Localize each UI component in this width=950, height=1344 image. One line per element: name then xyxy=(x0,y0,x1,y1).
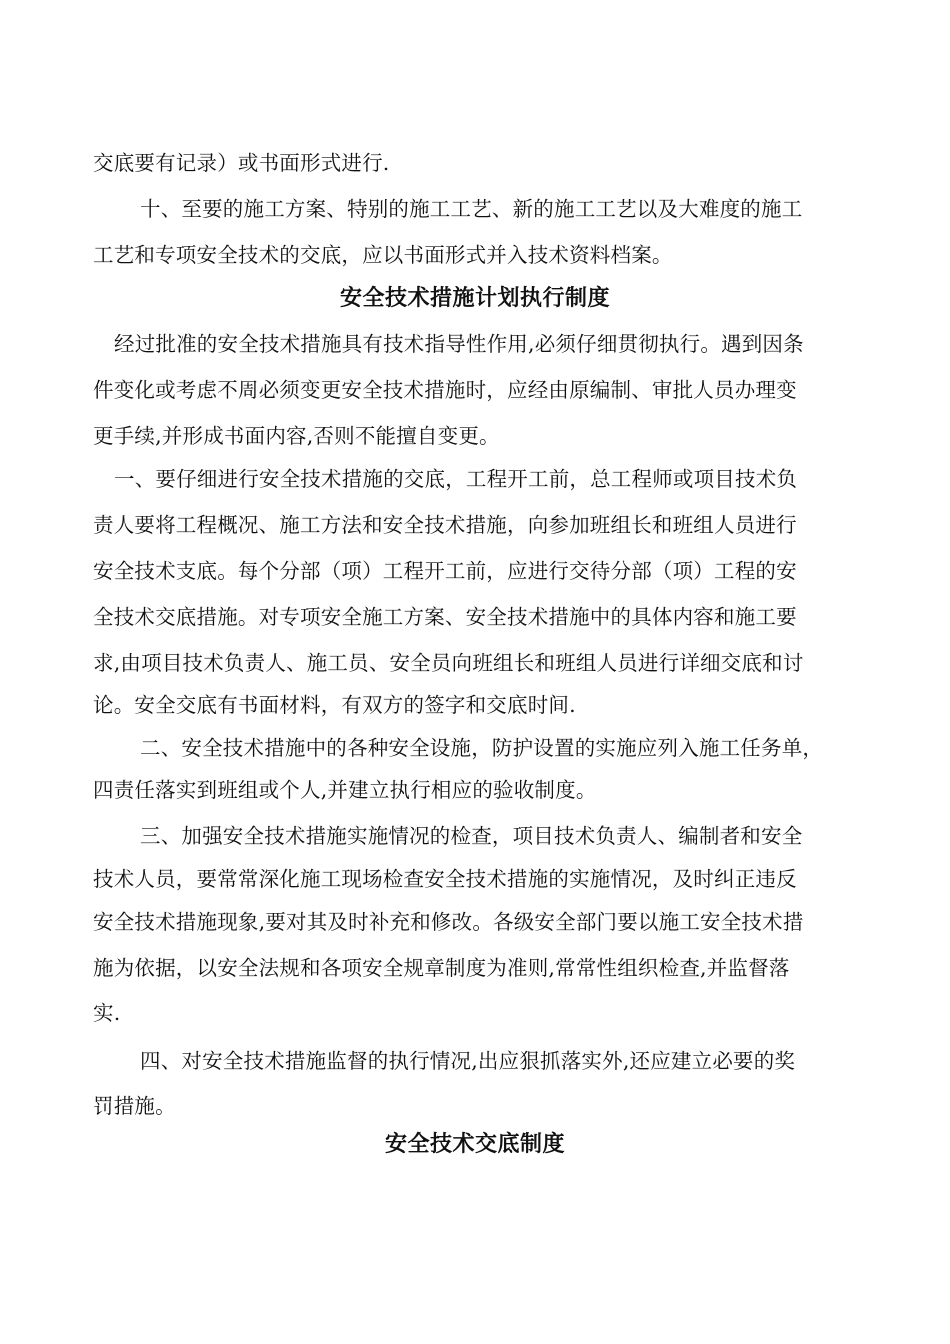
paragraph-line: 实. xyxy=(93,1001,121,1025)
paragraph-line: 经过批准的安全技术措施具有技术指导性作用,必须仔细贯彻执行。遇到因条 xyxy=(114,332,804,356)
paragraph-line: 论。安全交底有书面材料，有双方的签字和交底时间. xyxy=(93,693,576,717)
paragraph-line: 十、至要的施工方案、特别的施工工艺、新的施工工艺以及大难度的施工 xyxy=(140,197,803,221)
paragraph-line: 件变化或考虑不周必须变更安全技术措施时，应经由原编制、审批人员办理变 xyxy=(93,378,797,402)
paragraph-line: 施为依据，以安全法规和各项安全规章制度为准则,常常性组织检查,并监督落 xyxy=(93,956,790,980)
paragraph-line: 四、对安全技术措施监督的执行情况,出应狠抓落实外,还应建立必要的奖 xyxy=(140,1049,796,1073)
paragraph-line: 更手续,并形成书面内容,否则不能擅自变更。 xyxy=(93,424,500,448)
paragraph-line: 一、要仔细进行安全技术措施的交底，工程开工前，总工程师或项目技术负 xyxy=(114,467,798,491)
paragraph-line: 工艺和专项安全技术的交底，应以书面形式并入技术资料档案。 xyxy=(93,243,673,267)
paragraph-line: 责人要将工程概况、施工方法和安全技术措施，向参加班组长和班组人员进行 xyxy=(93,513,797,537)
paragraph-line: 求,由项目技术负责人、施工员、安全员向班组长和班组人员进行详细交底和讨 xyxy=(93,651,804,675)
paragraph-line: 安全技术支底。每个分部（项）工程开工前，应进行交待分部（项）工程的安 xyxy=(93,559,797,583)
paragraph-line: 四责任落实到班组或个人,并建立执行相应的验收制度。 xyxy=(93,778,597,802)
paragraph-line: 安全技术措施现象,要对其及时补充和修改。各级安全部门要以施工安全技术措 xyxy=(93,910,804,934)
paragraph-line: 全技术交底措施。对专项安全施工方案、安全技术措施中的具体内容和施工要 xyxy=(93,605,797,629)
paragraph-line: 交底要有记录）或书面形式进行. xyxy=(93,151,390,175)
paragraph-line: 罚措施。 xyxy=(93,1094,176,1118)
section-title: 安全技术措施计划执行制度 xyxy=(339,286,610,311)
paragraph-line: 二、安全技术措施中的各种安全设施，防护设置的实施应列入施工任务单， xyxy=(140,736,824,760)
paragraph-line: 三、加强安全技术措施实施情况的检查，项目技术负责人、编制者和安全 xyxy=(140,824,803,848)
section-title: 安全技术交底制度 xyxy=(384,1132,565,1157)
paragraph-line: 技术人员，要常常深化施工现场检查安全技术措施的实施情况，及时纠正违反 xyxy=(93,867,797,891)
